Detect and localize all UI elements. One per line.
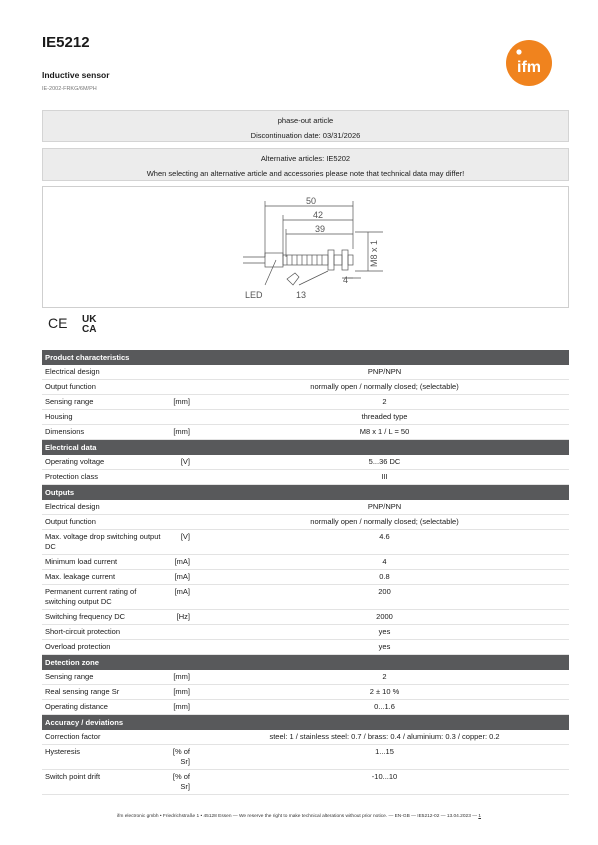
- alternative-notice: [42, 148, 569, 181]
- spec-value: normally open / normally closed; (selectable): [310, 517, 459, 526]
- product-title: IE5212: [42, 34, 90, 51]
- spec-value: 4.6: [379, 532, 390, 541]
- section-header: Product characteristics: [42, 350, 569, 365]
- spec-unit: [mA]: [174, 572, 190, 581]
- section-header: Detection zone: [42, 655, 569, 670]
- footer-text: ifm electronic gmbh • Friedrichstraße 1 • 45128 Essen — We reserve the right to make technical alterations without prior notice. — EN-GB — IE5212-02 — 13.04.2023 —: [116, 814, 477, 819]
- ce-mark: CE: [48, 315, 68, 331]
- spec-label: Max. voltage drop switching output DC: [45, 532, 161, 551]
- spec-label: Sensing range: [45, 672, 94, 681]
- spec-row: [42, 395, 569, 410]
- spec-unit: [% of Sr]: [172, 772, 190, 791]
- spec-value: -10...10: [371, 772, 398, 781]
- spec-label: Electrical design: [45, 367, 100, 376]
- spec-value: 2: [382, 397, 387, 406]
- spec-label: Operating voltage: [45, 457, 105, 466]
- section-header: Outputs: [42, 485, 569, 500]
- spec-row: [42, 745, 569, 770]
- dimension-drawing-box: [42, 186, 569, 308]
- dim-4: 4: [343, 275, 349, 285]
- spec-row: [42, 530, 569, 555]
- spec-label: Hysteresis: [45, 747, 81, 756]
- svg-text:ifm: ifm: [517, 59, 541, 76]
- product-code: IE-2002-FRKG/6M/PH: [42, 86, 97, 92]
- spec-unit: [mm]: [173, 702, 190, 711]
- spec-unit: [164, 625, 190, 639]
- spec-label: Operating distance: [45, 702, 108, 711]
- spec-label: Real sensing range Sr: [45, 687, 120, 696]
- spec-row: [42, 730, 569, 745]
- product-subtitle: Inductive sensor: [42, 70, 110, 80]
- spec-unit: [164, 365, 190, 379]
- spec-unit: [164, 730, 190, 744]
- dimension-drawing: [43, 187, 570, 309]
- spec-value: 1...15: [375, 747, 394, 756]
- spec-value: 200: [378, 587, 391, 596]
- spec-label: Electrical design: [45, 502, 100, 511]
- spec-unit: [Hz]: [176, 612, 190, 621]
- spec-row: [42, 425, 569, 440]
- page-number: 1: [478, 814, 482, 819]
- spec-label: Correction factor: [45, 732, 101, 741]
- spec-value: threaded type: [361, 412, 408, 421]
- spec-row: [42, 770, 569, 795]
- label-led: LED: [245, 290, 263, 300]
- spec-unit: [164, 500, 190, 514]
- spec-row: [42, 570, 569, 585]
- spec-label: Protection class: [45, 472, 98, 481]
- spec-unit: [164, 470, 190, 484]
- ukca-mark-top: UK: [82, 314, 97, 325]
- ifm-logo: [506, 40, 552, 86]
- spec-row: [42, 515, 569, 530]
- spec-value: 4: [382, 557, 387, 566]
- spec-row: [42, 610, 569, 625]
- spec-unit: [164, 410, 190, 424]
- spec-value: PNP/NPN: [367, 367, 402, 376]
- spec-row: [42, 470, 569, 485]
- spec-row: [42, 500, 569, 515]
- spec-row: [42, 670, 569, 685]
- spec-value: 5...36 DC: [368, 457, 401, 466]
- dim-42: 42: [312, 210, 324, 220]
- spec-unit: [mA]: [174, 557, 190, 566]
- spec-value: yes: [378, 642, 391, 651]
- spec-unit: [164, 515, 190, 529]
- alternative-articles[interactable]: Alternative articles: IE5202: [260, 154, 351, 163]
- spec-unit: [mm]: [173, 687, 190, 696]
- spec-label: Switch point drift: [45, 772, 101, 781]
- spec-label: Minimum load current: [45, 557, 118, 566]
- spec-row: [42, 380, 569, 395]
- spec-unit: [mm]: [173, 672, 190, 681]
- spec-label: Output function: [45, 382, 96, 391]
- spec-value: 2: [382, 672, 387, 681]
- spec-label: Max. leakage current: [45, 572, 116, 581]
- spec-value: steel: 1 / stainless steel: 0.7 / brass: 0.4 / aluminium: 0.3 / copper: 0.2: [269, 732, 500, 741]
- spec-row: [42, 685, 569, 700]
- spec-unit: [V]: [180, 457, 190, 466]
- spec-row: [42, 640, 569, 655]
- dim-m8: M8 x 1: [369, 239, 379, 267]
- spec-unit: [164, 640, 190, 654]
- spec-value: III: [381, 472, 388, 481]
- spec-row: [42, 555, 569, 570]
- spec-row: [42, 625, 569, 640]
- spec-value: 0...1.6: [374, 702, 395, 711]
- spec-unit: [mm]: [173, 397, 190, 406]
- certification-marks: [48, 312, 108, 334]
- spec-label: Housing: [45, 412, 73, 421]
- spec-unit: [% of Sr]: [172, 747, 190, 766]
- spec-row: [42, 585, 569, 610]
- page-footer: [0, 814, 598, 819]
- phase-out-label: phase-out article: [277, 116, 334, 125]
- spec-unit: [164, 380, 190, 394]
- spec-unit: [mm]: [173, 427, 190, 436]
- spec-value: M8 x 1 / L = 50: [359, 427, 410, 436]
- phase-out-notice: [42, 110, 569, 142]
- section-header: Electrical data: [42, 440, 569, 455]
- spec-value: 0.8: [379, 572, 390, 581]
- spec-value: yes: [378, 627, 391, 636]
- spec-table: [42, 350, 569, 795]
- spec-value: normally open / normally closed; (selectable): [310, 382, 459, 391]
- spec-label: Permanent current rating of switching output DC: [45, 587, 137, 606]
- ukca-mark-bottom: CA: [82, 324, 97, 334]
- spec-value: 2 ± 10 %: [369, 687, 400, 696]
- spec-value: PNP/NPN: [367, 502, 402, 511]
- spec-row: [42, 365, 569, 380]
- section-header: Accuracy / deviations: [42, 715, 569, 730]
- spec-row: [42, 410, 569, 425]
- spec-label: Short-circuit protection: [45, 627, 121, 636]
- spec-label: Sensing range: [45, 397, 94, 406]
- spec-label: Dimensions: [45, 427, 85, 436]
- dim-13: 13: [296, 290, 307, 300]
- spec-value: 2000: [376, 612, 393, 621]
- discontinuation-date: Discontinuation date: 03/31/2026: [250, 131, 361, 140]
- dim-39: 39: [314, 224, 326, 234]
- dim-50: 50: [305, 196, 317, 206]
- spec-label: Overload protection: [45, 642, 111, 651]
- spec-unit: [mA]: [174, 587, 190, 596]
- spec-row: [42, 455, 569, 470]
- spec-row: [42, 700, 569, 715]
- spec-label: Output function: [45, 517, 96, 526]
- alternative-warning: When selecting an alternative article and accessories please note that technical data may differ!: [146, 169, 465, 178]
- spec-unit: [V]: [180, 532, 190, 541]
- spec-label: Switching frequency DC: [45, 612, 126, 621]
